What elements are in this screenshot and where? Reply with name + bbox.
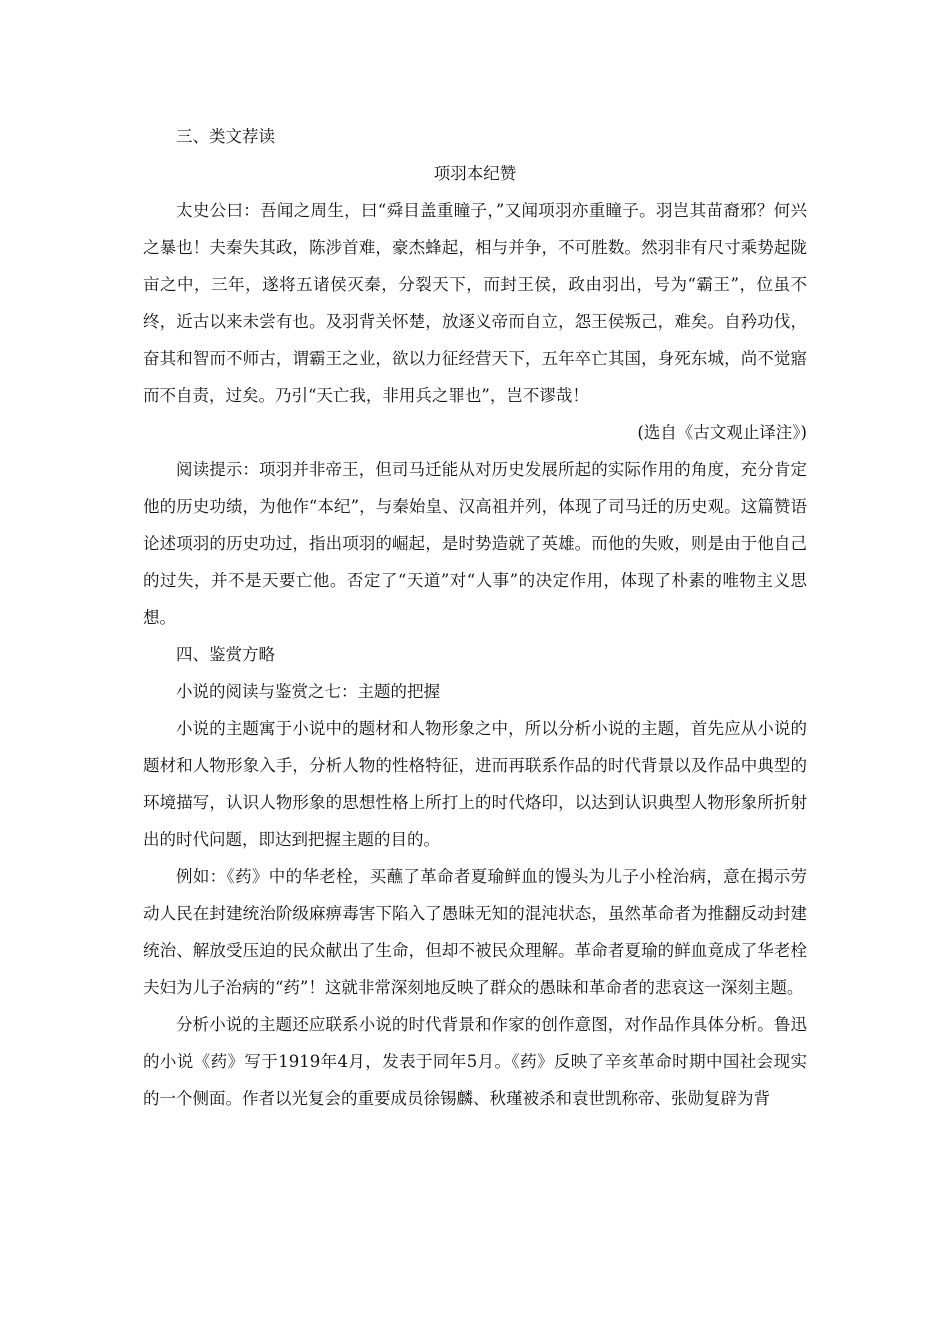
theme-paragraph-3: 分析小说的主题还应联系小说的时代背景和作家的创作意图，对作品作具体分析。鲁迅的小说《药》写于1919年4月，发表于同年5月。《药》反映了辛亥革命时期中国社会现实的一个侧面。作者以光复会的重要成员徐锡麟、秋瑾被杀和袁世凯称帝、张勋复辟为背: [143, 1015, 807, 1108]
theme-paragraph-1: 小说的主题寓于小说中的题材和人物形象之中，所以分析小说的主题，首先应从小说的题材和人物形象入手，分析人物的性格特征，进而再联系作品的时代背景以及作品中典型的环境描写，认识人物形象的思想性格上所打上的时代烙印，以达到认识典型人物形象所折射出的时代问题，即达到把握主题的目的。: [143, 719, 807, 849]
reading-tip: 阅读提示：项羽并非帝王，但司马迁能从对历史发展所起的实际作用的角度，充分肯定他的历史功绩，为他作“本纪”，与秦始皇、汉高祖并列，体现了司马迁的历史观。这篇赞语论述项羽的历史功过，指出项羽的崛起，是时势造就了英雄。而他的失败，则是由于他自己的过失，并不是天要亡他。否定了“天道”对“人事”的决定作用，体现了朴素的唯物主义思想。: [143, 460, 807, 627]
section-heading-appreciation: 四、鉴赏方略: [176, 645, 275, 664]
article-body: 太史公曰：吾闻之周生，曰“舜目盖重瞳子，”又闻项羽亦重瞳子。羽岂其苗裔邪？何兴之暴也！夫秦失其政，陈涉首难，豪杰蜂起，相与并争，不可胜数。然羽非有尺寸乘势起陇亩之中，三年，遂将五诸侯灭秦，分裂天下，而封王侯，政由羽出，号为“霸王”，位虽不终，近古以来未尝有也。及羽背关怀楚，放逐义帝而自立，怨王侯叛己，难矣。自矜功伐，奋其和智而不师古，谓霸王之业，欲以力征经营天下，五年卒亡其国，身死东城，尚不觉寤而不自责，过矣。乃引“天亡我，非用兵之罪也”，岂不谬哉！: [143, 201, 807, 405]
article-title: 项羽本纪赞: [433, 164, 517, 183]
section-heading-recommended-reading: 三、类文荐读: [176, 127, 275, 146]
document-page: [143, 118, 807, 1117]
subheading-theme: 小说的阅读与鉴赏之七：主题的把握: [176, 682, 440, 701]
article-source: (选自《古文观止译注》): [637, 423, 807, 442]
theme-paragraph-2: 例如：《药》中的华老栓，买蘸了革命者夏瑜鲜血的馒头为儿子小栓治病，意在揭示劳动人民在封建统治阶级麻痹毒害下陷入了愚昧无知的混沌状态，虽然革命者为推翻反动封建统治、解放受压迫的民众献出了生命，但却不被民众理解。革命者夏瑜的鲜血竟成了华老栓夫妇为儿子治病的“药”！这就非常深刻地反映了群众的愚昧和革命者的悲哀这一深刻主题。: [143, 867, 807, 997]
